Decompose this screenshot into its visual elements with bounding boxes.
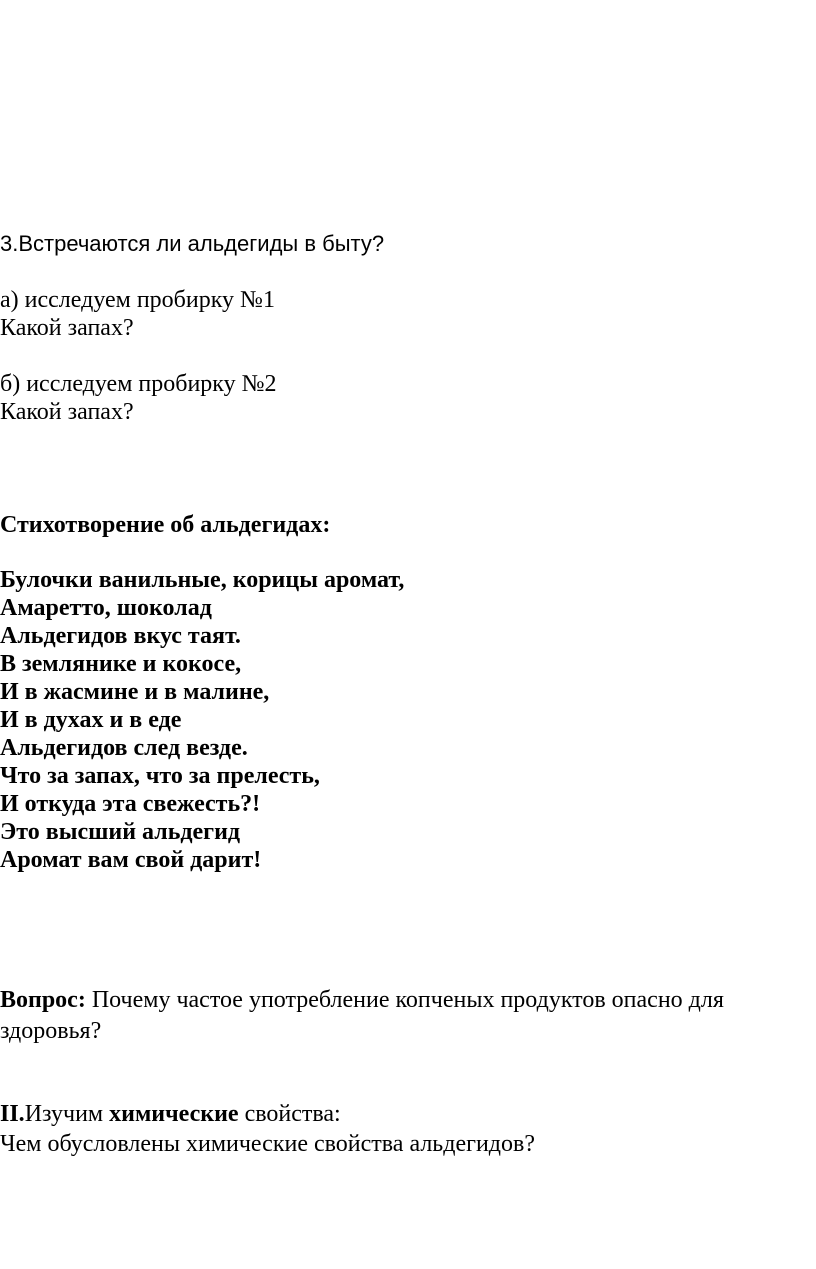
poem-line: Булочки ванильные, корицы аромат, (0, 567, 405, 593)
poem-line: И в духах и в еде (0, 707, 182, 733)
poem-line: Амаретто, шоколад (0, 595, 212, 621)
section-2-text-after: свойства: (238, 1101, 341, 1127)
test-tube-1-question: Какой запах? (0, 315, 134, 341)
poem-line: Альдегидов вкус таят. (0, 623, 241, 649)
poem-line: Альдегидов след везде. (0, 735, 248, 761)
poem-line: Это высший альдегид (0, 819, 241, 845)
poem-line: И в жасмине и в малине, (0, 679, 270, 705)
section-2-text-before: Изучим (24, 1101, 110, 1127)
section-2-heading (0, 1100, 341, 1128)
test-tube-2-question: Какой запах? (0, 399, 134, 425)
poem-line: Аромат вам свой дарит! (0, 847, 262, 873)
test-tube-1-line: а) исследуем пробирку №1 (0, 287, 275, 313)
section-2-question: Чем обусловлены химические свойства альдегидов? (0, 1131, 535, 1157)
section-2-bold-word: химические (109, 1101, 239, 1127)
section-2-numeral: II. (0, 1101, 25, 1127)
section-3-heading: 3.Встречаются ли альдегиды в быту? (0, 231, 385, 256)
poem-line: И откуда эта свежесть?! (0, 791, 261, 817)
poem-lines (0, 566, 404, 874)
poem-line: Что за запах, что за прелесть, (0, 763, 320, 789)
question-paragraph (0, 985, 790, 1047)
question-label: Вопрос: (0, 987, 86, 1013)
question-text: Почему частое употребление копченых продуктов опасно для здоровья? (0, 987, 724, 1044)
poem-line: В землянике и кокосе, (0, 651, 242, 677)
test-tube-2-line: б) исследуем пробирку №2 (0, 371, 277, 397)
poem-title: Стихотворение об альдегидах: (0, 512, 331, 538)
